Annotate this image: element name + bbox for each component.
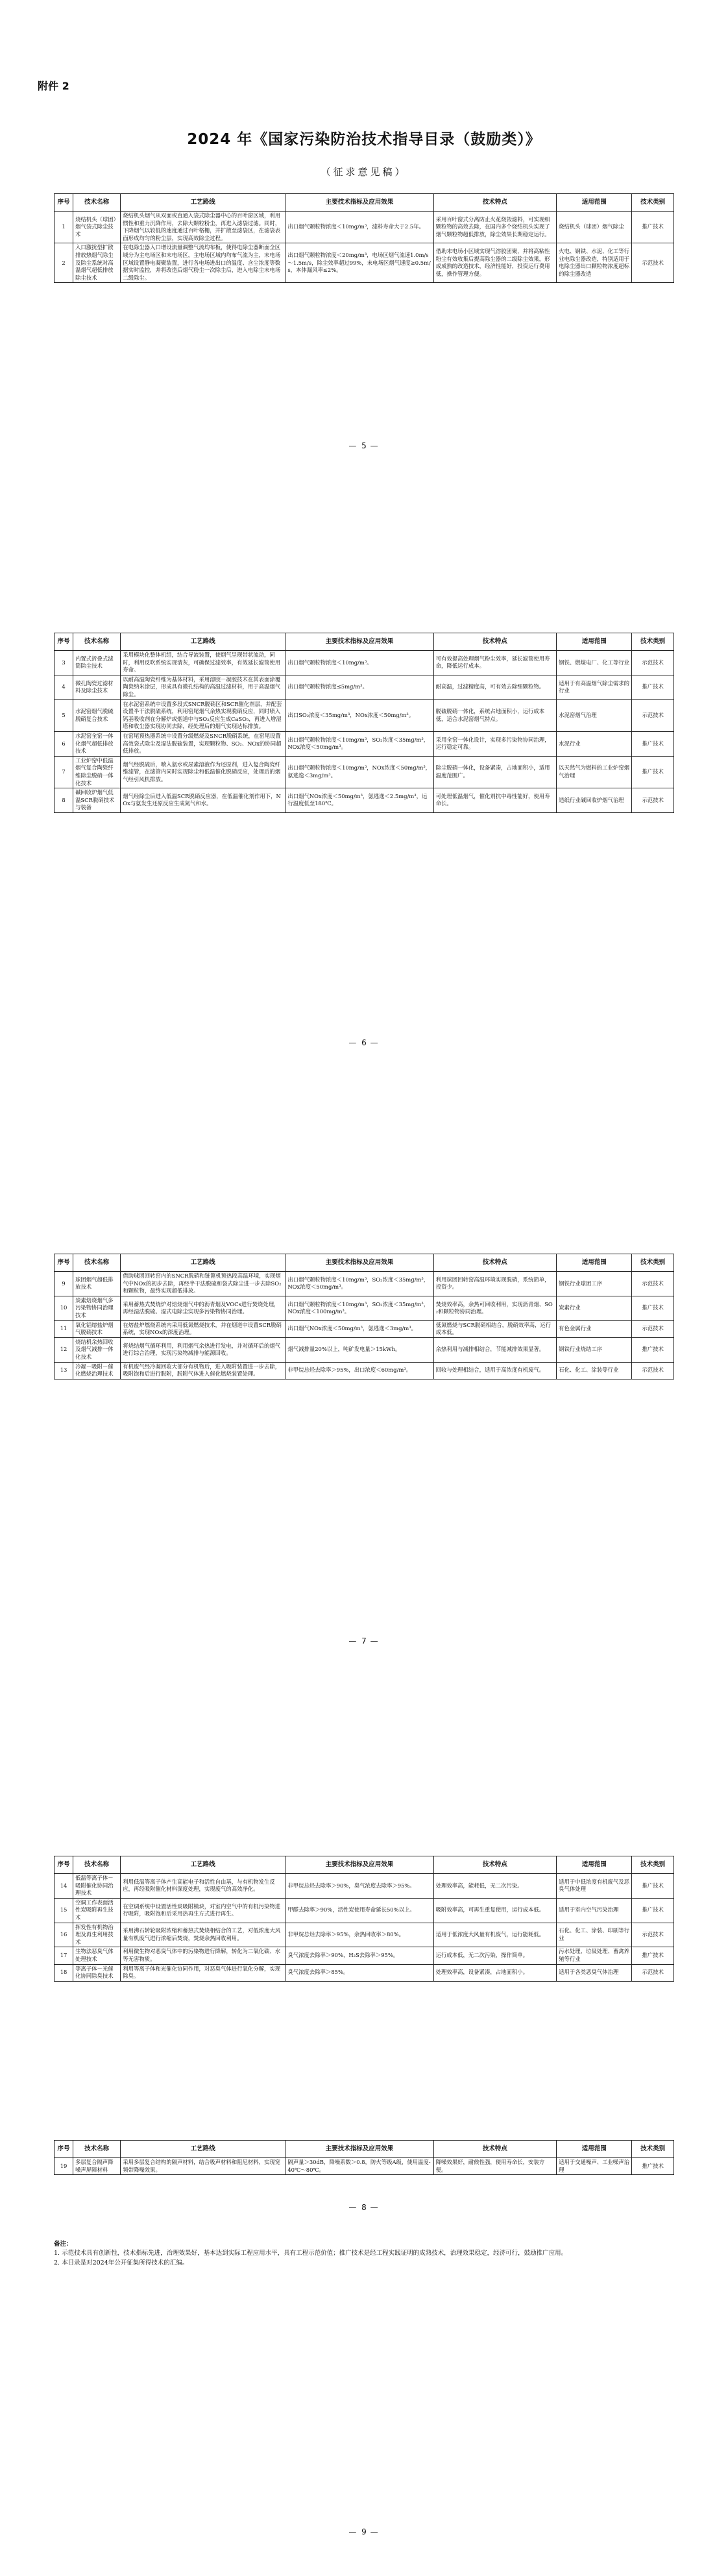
applicable-scope: 适用于室内空气污染治理 <box>557 1898 632 1923</box>
table-row <box>55 212 674 243</box>
applicable-scope: 石化、化工、涂装、印刷等行业 <box>557 1923 632 1947</box>
tech-name: 多层复合隔声降噪声屏障材料 <box>73 2158 121 2175</box>
process-route: 烟气经脱硫后，喷入氨水或尿素溶液作为还原剂，进入复合陶瓷纤维滤管，在滤管内同时实现除尘和低温催化脱硝反应，处理后的烟气经引风机排放。 <box>121 756 285 788</box>
column-header: 主要技术指标及应用效果 <box>285 2141 433 2158</box>
table-row <box>55 1272 674 1296</box>
row-number: 19 <box>55 2158 73 2175</box>
tech-index: 出口烟气颗粒物浓度＜10mg/m³，NOx浓度＜50mg/m³，氨逃逸＜3mg/m³。 <box>285 756 433 788</box>
column-header: 工艺路线 <box>121 194 285 212</box>
page-number-value: 5 <box>361 441 367 450</box>
column-header: 工艺路线 <box>121 1856 285 1874</box>
tech-category: 示范技术 <box>632 1964 674 1981</box>
row-number: 1 <box>55 212 73 243</box>
tech-feature: 焚烧效率高，余热可回收利用，实现沥青烟、SO₂和颗粒物协同治理。 <box>433 1296 556 1320</box>
tech-name: 生物法恶臭气体处理技术 <box>73 1947 121 1964</box>
tech-index: 出口烟气颗粒物浓度＜10mg/m³。 <box>285 651 433 675</box>
applicable-scope: 火电、钢铁、水泥、化工等行业电除尘器改造，特别适用于电除尘器出口颗粒物浓度超标的除尘器改造 <box>557 243 632 283</box>
process-route: 利用低温等离子体产生高能电子和活性自由基，与有机物发生反应，再经吸附催化材料深度处理，实现废气的高效净化。 <box>121 1874 285 1899</box>
process-route: 在空调系统中设置活性炭吸附模块，对室内空气中的有机污染物进行吸附，吸附饱和后采用热再生方式进行再生。 <box>121 1898 285 1923</box>
process-route: 采用沸石转轮吸附浓缩和蓄热式焚烧相结合的工艺，对低浓度大风量有机废气进行浓缩后焚烧，焚烧余热回收利用。 <box>121 1923 285 1947</box>
tech-feature: 利用球团回转窑高温环境实现脱硝，系统简单，投资少。 <box>433 1272 556 1296</box>
applicable-scope: 造纸行业碱回收炉烟气治理 <box>557 788 632 813</box>
tech-category: 推广技术 <box>632 1898 674 1923</box>
process-route: 在电除尘器入口增设流量调整气流均布板，使得电除尘器断面全区域分为主电场区和末电场区，主电场区域内均布气流为主，末电场区域设置静电凝聚装置，进行各电场进出口的温度、含尘浓度等数据实时监控，并将改造后烟气粉尘一次除尘后，进入电除尘末电场二级除尘。 <box>121 243 285 283</box>
process-route: 借助球团回转窑内的SNCR脱硝和链篦机预热段高温环境，实现烟气中NOx的初步去除，再经半干法脱硫和袋式除尘进一步去除SO₂和颗粒物，最终实现超低排放。 <box>121 1272 285 1296</box>
process-route: 在水泥窑系统中设置多段式SNCR脱硝区和SCR催化剂层，并配套设置半干法脱硫系统，利用窑尾烟气余热实现脱硝反应，同时喷入钙基吸收剂在分解炉或烟道中与SO₂反应生成CaSO₃，再进入增湿塔和收尘器实现协同去除，经处理后的烟气实现达标排放。 <box>121 699 285 731</box>
tech-feature: 借助末电场小区域实现气溶胶团聚，并将高粘性粉尘有效收集后提高除尘器的二级除尘效果，形成成熟的改造技术，经济性能好，投资运行费用低，操作管理方便。 <box>433 243 556 283</box>
row-number: 5 <box>55 699 73 731</box>
page-number-value: 7 <box>361 1636 367 1646</box>
table-row <box>55 1320 674 1337</box>
column-header: 技术名称 <box>73 1856 121 1874</box>
tech-name: 水泥窑全窑一体化烟气超低排放技术 <box>73 731 121 756</box>
process-route: 利用等离子体和光催化协同作用，对恶臭气体进行氧化分解，实现除臭。 <box>121 1964 285 1981</box>
tech-category: 推广技术 <box>632 1337 674 1362</box>
table-row <box>55 1947 674 1964</box>
tech-index: 出口烟气颗粒物浓度＜10mg/m³，滤料寿命大于2.5年。 <box>285 212 433 243</box>
row-number: 14 <box>55 1874 73 1899</box>
tech-index: 非甲烷总烃去除率＞95%，余热回收率＞80%。 <box>285 1923 433 1947</box>
tech-feature: 可处理低温烟气，催化剂抗中毒性能好，使用寿命长。 <box>433 788 556 813</box>
tech-category: 示范技术 <box>632 1923 674 1947</box>
column-header: 主要技术指标及应用效果 <box>285 194 433 212</box>
column-header: 技术特点 <box>433 2141 556 2158</box>
column-header: 主要技术指标及应用效果 <box>285 1856 433 1874</box>
row-number: 3 <box>55 651 73 675</box>
tech-name: 氧化铝熔盐炉烟气脱硝技术 <box>73 1320 121 1337</box>
process-route: 采用模块化整体机组，结合导流装置，使烟气呈现带状流动，同时，利用反吹系统实现清灰，可确保过滤效率，有效延长滤筒使用寿命。 <box>121 651 285 675</box>
tech-index: 出口烟气NOx浓度＜50mg/m³，氨逃逸＜3mg/m³。 <box>285 1320 433 1337</box>
page-number-value: 9 <box>361 2527 367 2536</box>
column-header: 技术特点 <box>433 1254 556 1272</box>
row-number: 2 <box>55 243 73 283</box>
page-number: — 7 — <box>348 1636 380 1646</box>
tech-feature: 采用百叶窗式分离防止火花烧毁滤料，可实现细颗粒物的高效去除，在国内多个烧结机头实现了烟气颗粒物超低排放，除尘效果长期稳定运行。 <box>433 212 556 243</box>
table-row <box>55 1874 674 1899</box>
applicable-scope: 有色金属行业 <box>557 1320 632 1337</box>
tech-table <box>54 1856 674 1982</box>
column-header: 技术名称 <box>73 1254 121 1272</box>
tech-name: 入口激扰型扩散排放热烟气除尘及除尘系统对高温烟气超低排放除尘技术 <box>73 243 121 283</box>
table-row <box>55 1296 674 1320</box>
tech-feature: 除尘脱硝一体化，设备紧凑，占地面积小，适用温度范围广。 <box>433 756 556 788</box>
row-number: 11 <box>55 1320 73 1337</box>
row-number: 8 <box>55 788 73 813</box>
table-row <box>55 1362 674 1379</box>
row-number: 17 <box>55 1947 73 1964</box>
tech-category: 推广技术 <box>632 1874 674 1899</box>
page-number: — 5 — <box>348 441 380 450</box>
tech-category: 示范技术 <box>632 699 674 731</box>
table-header-row <box>55 2141 674 2158</box>
process-route: 利用微生物对恶臭气体中的污染物进行降解，转化为二氧化碳、水等无害物质。 <box>121 1947 285 1964</box>
column-header: 序号 <box>55 1254 73 1272</box>
column-header: 主要技术指标及应用效果 <box>285 633 433 651</box>
row-number: 16 <box>55 1923 73 1947</box>
process-route: 采用多层复合结构的隔声材料，结合吸声材料和阻尼材料，实现宽频带降噪效果。 <box>121 2158 285 2175</box>
applicable-scope: 水泥行业 <box>557 731 632 756</box>
note-item: 1. 示范技术具有创新性，技术指标先进，治理效果好，基本达到实际工程应用水平，具有工程示范价值；推广技术是经工程实践证明的成熟技术，治理效果稳定，经济可行，鼓励推广应用。 <box>54 2250 568 2257</box>
tech-table <box>54 193 674 283</box>
column-header: 技术特点 <box>433 1856 556 1874</box>
applicable-scope: 钢铁行业烧结工序 <box>557 1337 632 1362</box>
process-route: 将烧结烟气循环利用，利用烟气余热进行发电，并对循环后的烟气进行综合治理，实现污染物减排与能源回收。 <box>121 1337 285 1362</box>
table-header-row <box>55 633 674 651</box>
tech-feature: 回收与处理相结合，适用于高浓度有机废气。 <box>433 1362 556 1379</box>
row-number: 4 <box>55 675 73 699</box>
tech-name: 烧结机头（球团）烟气袋式除尘技术 <box>73 212 121 243</box>
process-route: 有机废气经冷凝回收大部分有机物后，进入吸附装置进一步去除，吸附饱和后进行脱附，脱附气体进入催化燃烧装置处理。 <box>121 1362 285 1379</box>
tech-index: 甲醛去除率＞90%，活性炭使用寿命延长50%以上。 <box>285 1898 433 1923</box>
tech-index: 出口烟气NOx浓度＜50mg/m³，氨逃逸＜2.5mg/m³，运行温度低至180℃。 <box>285 788 433 813</box>
tech-category: 示范技术 <box>632 243 674 283</box>
column-header: 序号 <box>55 1856 73 1874</box>
tech-feature: 处理效率高，设备紧凑，占地面积小。 <box>433 1964 556 1981</box>
row-number: 18 <box>55 1964 73 1981</box>
tech-name: 炭素焙烧烟气多污染物协同治理技术 <box>73 1296 121 1320</box>
column-header: 适用范围 <box>557 2141 632 2158</box>
attachment-label: 附件 2 <box>38 80 69 92</box>
table-header-row <box>55 1254 674 1272</box>
tech-category: 示范技术 <box>632 1362 674 1379</box>
tech-category: 推广技术 <box>632 756 674 788</box>
table-row <box>55 675 674 699</box>
tech-index: 出口烟气颗粒物浓度＜10mg/m³，SO₂浓度＜35mg/m³，NOx浓度＜100mg/m³。 <box>285 1296 433 1320</box>
applicable-scope: 烧结机头（球团）烟气除尘 <box>557 212 632 243</box>
column-header: 技术特点 <box>433 633 556 651</box>
column-header: 技术名称 <box>73 2141 121 2158</box>
table-row <box>55 1923 674 1947</box>
tech-name: 低温等离子体－吸附催化协同治理技术 <box>73 1874 121 1899</box>
tech-index: 出口烟气颗粒物浓度＜10mg/m³，SO₂浓度＜35mg/m³，NOx浓度＜50mg/m³。 <box>285 731 433 756</box>
tech-index: 出口烟气颗粒物浓度≤5mg/m³。 <box>285 675 433 699</box>
applicable-scope: 适用于交通噪声、工业噪声治理 <box>557 2158 632 2175</box>
column-header: 技术名称 <box>73 633 121 651</box>
applicable-scope: 石化、化工、涂装等行业 <box>557 1362 632 1379</box>
tech-category: 推广技术 <box>632 2158 674 2175</box>
tech-index: 出口烟气颗粒物浓度＜20mg/m³，电场区烟气流速1.0m/s～1.5m/s，除尘效率超过99%，末电场区烟气速度≥0.5m/s，本体漏风率≤2%。 <box>285 243 433 283</box>
tech-table <box>54 633 674 813</box>
note-item: 2. 本目录是对2024年公开征集所得技术的汇编。 <box>54 2259 189 2266</box>
column-header: 工艺路线 <box>121 2141 285 2158</box>
table-row <box>55 788 674 813</box>
process-route: 以耐高温陶瓷纤维为基体材料，采用溶胶－凝胶技术在其表面涂覆陶瓷纳米涂层，形成具有微孔结构的高温过滤材料，用于高温烟气除尘。 <box>121 675 285 699</box>
column-header: 工艺路线 <box>121 633 285 651</box>
tech-feature: 余热利用与减排相结合，节能减排效果显著。 <box>433 1337 556 1362</box>
applicable-scope: 炭素行业 <box>557 1296 632 1320</box>
applicable-scope: 适用于各类恶臭气体治理 <box>557 1964 632 1981</box>
table-row <box>55 1898 674 1923</box>
tech-name: 微孔陶瓷过滤材料及除尘技术 <box>73 675 121 699</box>
page-number: — 6 — <box>348 1038 380 1047</box>
column-header: 序号 <box>55 633 73 651</box>
process-route: 在窑尾预热器系统中设置分级燃烧及SNCR脱硝系统，在窑尾设置高效袋式除尘及湿法脱硫装置，实现颗粒物、SO₂、NOx的协同超低排放。 <box>121 731 285 756</box>
applicable-scope: 以天然气为燃料的工业炉窑烟气治理 <box>557 756 632 788</box>
tech-name: 等离子体－光催化协同除臭技术 <box>73 1964 121 1981</box>
tech-feature: 适用于低浓度大风量有机废气，运行能耗低。 <box>433 1923 556 1947</box>
column-header: 主要技术指标及应用效果 <box>285 1254 433 1272</box>
tech-feature: 运行成本低，无二次污染，操作简单。 <box>433 1947 556 1964</box>
table-row <box>55 1337 674 1362</box>
tech-feature: 吸附效率高，可再生重复使用，运行成本低。 <box>433 1898 556 1923</box>
column-header: 技术类别 <box>632 1254 674 1272</box>
tech-category: 示范技术 <box>632 788 674 813</box>
tech-name: 水泥窑烟气脱硫脱硝复合技术 <box>73 699 121 731</box>
column-header: 序号 <box>55 2141 73 2158</box>
row-number: 15 <box>55 1898 73 1923</box>
page-number: — 9 — <box>348 2527 380 2536</box>
tech-category: 示范技术 <box>632 1272 674 1296</box>
tech-feature: 低氮燃烧与SCR脱硝相结合，脱硝效率高，运行成本低。 <box>433 1320 556 1337</box>
table-row <box>55 1964 674 1981</box>
process-route: 采用蓄热式焚烧炉对焙烧烟气中的沥青烟及VOCs进行焚烧处理，再经湿法脱硫、湿式电除尘实现多污染物协同治理。 <box>121 1296 285 1320</box>
table-header-row <box>55 194 674 212</box>
tech-index: 出口烟气颗粒物浓度＜10mg/m³，SO₂浓度＜35mg/m³，NOx浓度＜50mg/m³。 <box>285 1272 433 1296</box>
tech-name: 碱回收炉烟气低温SCR脱硝技术与装备 <box>73 788 121 813</box>
table-row <box>55 651 674 675</box>
row-number: 6 <box>55 731 73 756</box>
document-title: 2024 年《国家污染防治技术指导目录（鼓励类）》 <box>187 131 541 148</box>
column-header: 适用范围 <box>557 633 632 651</box>
column-header: 技术类别 <box>632 1856 674 1874</box>
notes <box>54 2240 677 2268</box>
tech-name: 冷凝－吸附－催化燃烧治理技术 <box>73 1362 121 1379</box>
tech-table <box>54 2140 674 2175</box>
column-header: 技术特点 <box>433 194 556 212</box>
page-number-value: 6 <box>361 1038 367 1047</box>
tech-category: 示范技术 <box>632 651 674 675</box>
column-header: 序号 <box>55 194 73 212</box>
page-number: — 8 — <box>348 2203 380 2212</box>
tech-name: 内置式折叠式滤筒除尘技术 <box>73 651 121 675</box>
process-route: 在熔盐炉燃烧系统内采用低氮燃烧技术，并在烟道中设置SCR脱硝系统，实现NOx的深度治理。 <box>121 1320 285 1337</box>
applicable-scope: 水泥窑烟气治理 <box>557 699 632 731</box>
tech-name: 空调工作表面活性炭吸附再生技术 <box>73 1898 121 1923</box>
table-row <box>55 699 674 731</box>
table-row <box>55 2158 674 2175</box>
applicable-scope: 钢铁、燃煤电厂、化工等行业 <box>557 651 632 675</box>
table-row <box>55 756 674 788</box>
column-header: 技术名称 <box>73 194 121 212</box>
tech-name: 球团烟气超低排放技术 <box>73 1272 121 1296</box>
column-header: 技术类别 <box>632 2141 674 2158</box>
tech-index: 非甲烷总烃去除率＞90%，臭气浓度去除率＞95%。 <box>285 1874 433 1899</box>
column-header: 适用范围 <box>557 1856 632 1874</box>
tech-category: 推广技术 <box>632 731 674 756</box>
tech-feature: 耐高温，过滤精度高，可有效去除细颗粒物。 <box>433 675 556 699</box>
process-route: 烟气经除尘后进入低温SCR脱硝反应器，在低温催化剂作用下，NOx与氨发生还原反应生成氮气和水。 <box>121 788 285 813</box>
tech-category: 示范技术 <box>632 1320 674 1337</box>
applicable-scope: 适用于有高温烟气除尘需求的行业 <box>557 675 632 699</box>
tech-category: 推广技术 <box>632 675 674 699</box>
process-route: 烧结机头烟气从双面或直通入袋式除尘器中心的百叶窗区域，利用惯性和重力沉降作用，去除大颗粒粉尘，再进入滤袋过滤。同时，下降烟气以较低的速度通过百叶格栅，并扩散至滤袋区，在滤袋表面形成均匀的粉尘层，实现高效除尘过程。 <box>121 212 285 243</box>
tech-index: 出口SO₂浓度＜35mg/m³，NOx浓度＜50mg/m³。 <box>285 699 433 731</box>
tech-index: 非甲烷总烃去除率＞95%，出口浓度＜60mg/m³。 <box>285 1362 433 1379</box>
column-header: 工艺路线 <box>121 1254 285 1272</box>
column-header: 技术类别 <box>632 194 674 212</box>
tech-feature: 降噪效果好，耐候性强，使用寿命长，安装方便。 <box>433 2158 556 2175</box>
row-number: 13 <box>55 1362 73 1379</box>
document-subtitle: （征求意见稿） <box>321 166 407 178</box>
tech-name: 工业炉窑中低温烟气复合陶瓷纤维除尘脱硝一体化技术 <box>73 756 121 788</box>
tech-feature: 处理效率高，能耗低，无二次污染。 <box>433 1874 556 1899</box>
table-row <box>55 731 674 756</box>
applicable-scope: 钢铁行业球团工序 <box>557 1272 632 1296</box>
tech-index: 臭气浓度去除率＞85%。 <box>285 1964 433 1981</box>
tech-name: 烧结机余热回收及烟气减排一体化技术 <box>73 1337 121 1362</box>
tech-name: 挥发性有机物治理及再生利用技术 <box>73 1923 121 1947</box>
tech-category: 推广技术 <box>632 212 674 243</box>
tech-feature: 可有效提高处理烟气粉尘效率，延长滤筒使用寿命，降低运行成本。 <box>433 651 556 675</box>
row-number: 9 <box>55 1272 73 1296</box>
notes-heading: 备注： <box>54 2241 73 2248</box>
row-number: 10 <box>55 1296 73 1320</box>
tech-index: 隔声量＞30dB，降噪系数＞0.8，防火等级A级，使用温度-40℃～80℃。 <box>285 2158 433 2175</box>
applicable-scope: 适用于中低浓度有机废气及恶臭气体处理 <box>557 1874 632 1899</box>
column-header: 技术类别 <box>632 633 674 651</box>
column-header: 适用范围 <box>557 1254 632 1272</box>
row-number: 7 <box>55 756 73 788</box>
column-header: 适用范围 <box>557 194 632 212</box>
table-header-row <box>55 1856 674 1874</box>
tech-index: 臭气浓度去除率＞90%，H₂S去除率＞95%。 <box>285 1947 433 1964</box>
tech-feature: 脱硫脱硝一体化，系统占地面积小，运行成本低，适合水泥窑烟气特点。 <box>433 699 556 731</box>
tech-category: 推广技术 <box>632 1296 674 1320</box>
row-number: 12 <box>55 1337 73 1362</box>
tech-feature: 采用全窑一体化设计，实现多污染物协同治理，运行稳定可靠。 <box>433 731 556 756</box>
table-row <box>55 243 674 283</box>
tech-category: 推广技术 <box>632 1947 674 1964</box>
page-number-value: 8 <box>361 2203 367 2212</box>
tech-index: 烟气减排量20%以上，吨矿发电量＞15kWh。 <box>285 1337 433 1362</box>
applicable-scope: 污水处理、垃圾处理、畜禽养殖等行业 <box>557 1947 632 1964</box>
tech-table <box>54 1254 674 1379</box>
